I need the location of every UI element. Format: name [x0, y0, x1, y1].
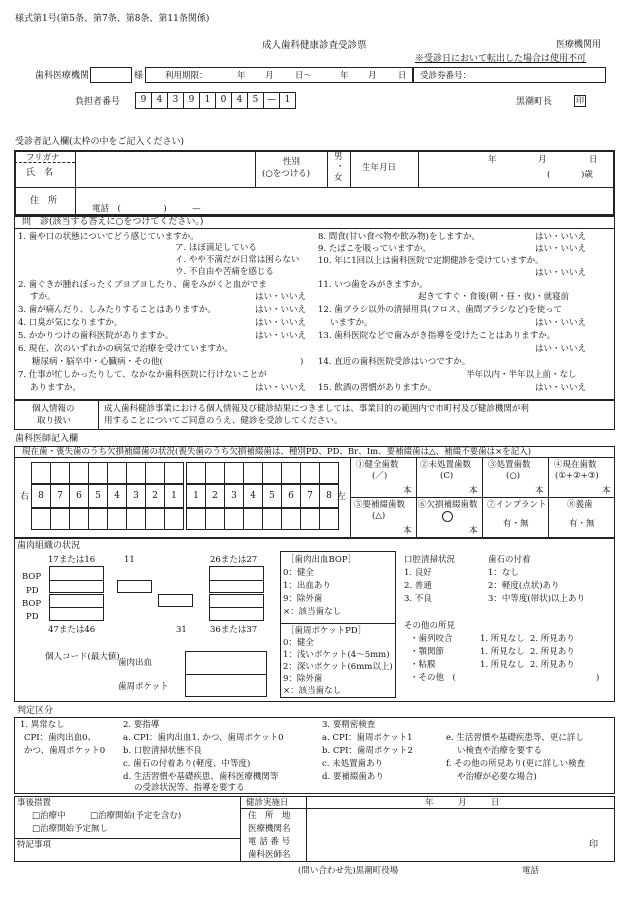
- q1: 1. 歯や口の状態についてどう感じていますか。: [18, 232, 199, 242]
- treated-teeth-symbol: (○): [506, 471, 521, 481]
- lower-bop-label: BOP: [22, 599, 42, 609]
- q1-option-c[interactable]: ウ. 不自由や苦痛を感じる: [175, 267, 274, 277]
- after-in-treatment[interactable]: □治療中: [32, 811, 66, 821]
- tooth-number: 3: [126, 484, 146, 508]
- other-findings-title: その他の所見: [404, 621, 456, 631]
- tooth-cell[interactable]: [186, 462, 206, 484]
- tooth-cell[interactable]: [164, 462, 184, 484]
- exam-day: 日: [491, 798, 500, 808]
- cleaning-3[interactable]: 3. 不良: [404, 594, 432, 604]
- q9-yesno[interactable]: はい・いいえ: [535, 244, 587, 254]
- tooth-number: 4: [107, 484, 127, 508]
- payer-digit: 3: [167, 92, 184, 109]
- dob-label: 生年月日: [362, 163, 397, 173]
- judge-detailed-b[interactable]: b. CPI：歯周ポケット2: [322, 746, 413, 756]
- unit-1: 本: [403, 486, 412, 496]
- tooth-36-37: 36または37: [210, 625, 258, 635]
- untreated-teeth-symbol: (C): [440, 471, 454, 481]
- form-number: 様式第1号(第5条、第7条、第8条、第11条関係): [15, 14, 210, 24]
- tooth-cell[interactable]: [224, 508, 244, 530]
- dentist-seal: 印: [589, 840, 599, 850]
- copy-label: 医療機関用: [556, 40, 602, 50]
- tmj-yes[interactable]: 2. 所見あり: [530, 647, 575, 657]
- treated-teeth-label: ③処置歯数: [488, 460, 531, 470]
- tooth-cell[interactable]: [281, 462, 301, 484]
- period-year-1: 年: [237, 71, 246, 81]
- judge-detailed[interactable]: 3. 要精密検査: [322, 720, 376, 730]
- q9: 9. たばこを吸っていますか。: [318, 244, 431, 254]
- transfer-notice: ※受診日において転出した場合は使用不可: [415, 54, 587, 64]
- payer-digit: 1: [199, 92, 216, 109]
- period-year-2: 年: [340, 71, 349, 81]
- tooth-cell[interactable]: [262, 462, 282, 484]
- q3: 3. 歯が痛んだり、しみたりすることはありますか。: [18, 305, 216, 315]
- perio-cell-31[interactable]: [158, 594, 193, 607]
- judge-detailed-a[interactable]: a. CPI：歯周ポケット1: [322, 733, 413, 743]
- age-label: )歳: [581, 170, 593, 180]
- pd-x: ×：該当歯なし: [283, 686, 342, 696]
- tooth-cell[interactable]: [88, 462, 108, 484]
- cleaning-1[interactable]: 1. 良好: [404, 568, 432, 578]
- privacy-label-2: 取り扱い: [37, 416, 72, 426]
- q11-options[interactable]: 起きてすぐ・食後(朝・昼・夜)・就寝前: [418, 292, 570, 302]
- tooth-cell[interactable]: [224, 462, 244, 484]
- q7-cont: ありますか。: [30, 383, 82, 393]
- tooth-cell[interactable]: [69, 508, 89, 530]
- present-teeth-formula: (①+②+③): [555, 471, 599, 481]
- calculus-2[interactable]: 2：軽度(点状)あり: [488, 581, 560, 591]
- denture-yesno[interactable]: 有・無: [569, 519, 595, 529]
- q5-yesno[interactable]: はい・いいえ: [255, 331, 307, 341]
- privacy-text-1: 成人歯科健診事業における個人情報及び健診結果につきましては、事業目的の範囲内で市町村及び健診機関が利: [104, 404, 529, 414]
- calculus-1[interactable]: 1：なし: [488, 568, 519, 578]
- tooth-cell[interactable]: [145, 462, 165, 484]
- payer-digit: —: [263, 92, 280, 109]
- payer-digit: 9: [135, 92, 152, 109]
- judge-title: 判定区分: [17, 706, 54, 716]
- mucosa-yes[interactable]: 2. 所見あり: [530, 660, 575, 670]
- dob-year: 年: [488, 155, 497, 165]
- judge-normal[interactable]: 1. 異常なし: [20, 720, 65, 730]
- occlusion-yes[interactable]: 2. 所見あり: [530, 634, 575, 644]
- judge-guidance-d[interactable]: d. 生活習慣や基礎疾患、歯科医療機関等: [123, 772, 279, 782]
- form-title: 成人歯科健康診査受診票: [262, 40, 367, 51]
- perio-cell-11[interactable]: [117, 580, 152, 593]
- tooth-cell[interactable]: [319, 508, 339, 530]
- judge-guidance-b[interactable]: b. 口腔清掃状態不良: [123, 746, 202, 756]
- tooth-cell[interactable]: [281, 508, 301, 530]
- q4: 4. 口臭が気になりますか。: [18, 318, 123, 328]
- finding-other-close: ): [596, 673, 600, 683]
- unit-4: 本: [602, 486, 611, 496]
- institution-label: 医療機関名: [248, 824, 291, 834]
- finding-occlusion: ・歯列咬合: [410, 634, 453, 644]
- cleaning-title: 口腔清掃状況: [404, 555, 456, 565]
- q6-options[interactable]: 糖尿病・脳卒中・心臓病・その他(: [32, 357, 163, 367]
- q10-yesno[interactable]: はい・いいえ: [535, 268, 587, 278]
- q3-yesno[interactable]: はい・いいえ: [255, 305, 307, 315]
- tooth-cell[interactable]: [164, 508, 184, 530]
- q8: 8. 間食(甘い食べ物や飲み物)をしますか。: [318, 232, 480, 242]
- recipient-label: 受診券番号：: [420, 71, 472, 81]
- exam-month: 月: [458, 798, 467, 808]
- period-day-1: 日〜: [295, 71, 313, 81]
- bop-1: 1：出血あり: [283, 581, 331, 591]
- tooth-number: 1: [186, 484, 206, 508]
- tooth-number: 2: [145, 484, 165, 508]
- present-teeth-label: ④現在歯数: [554, 460, 597, 470]
- tooth-cell[interactable]: [126, 462, 146, 484]
- payer-digit: 0: [215, 92, 232, 109]
- bop-0: 0：健全: [283, 568, 314, 578]
- prosthesis-needed-symbol: (△): [372, 511, 386, 521]
- code-label: 個人コード(最大値): [45, 652, 120, 662]
- tooth-47-46: 47または46: [48, 625, 96, 635]
- judge-normal-a: CPI：歯肉出血0、: [24, 733, 96, 743]
- tooth-cell[interactable]: [50, 462, 70, 484]
- tooth-cell[interactable]: [243, 462, 263, 484]
- tooth-number: 1: [164, 484, 184, 508]
- contact-label: (問い合わせ先)黒潮町役場: [298, 866, 399, 876]
- dob-day: 日: [589, 155, 598, 165]
- q2: 2. 歯ぐきが腫れぼったくブヨブヨしたり、歯をみがくと血がでま: [18, 280, 267, 290]
- denture-label: ⑧義歯: [567, 500, 593, 510]
- implant-label: ⑦インプラント: [487, 500, 547, 510]
- sex-female[interactable]: 女: [334, 173, 343, 183]
- q8-yesno[interactable]: はい・いいえ: [535, 232, 587, 242]
- finding-other: ・その他 (: [410, 673, 456, 683]
- tooth-cell[interactable]: [300, 508, 320, 530]
- clinic-label: 歯科医療機関: [35, 71, 90, 81]
- pd-9: 9：除外歯: [283, 674, 323, 684]
- q1-option-b[interactable]: イ. やや不満だが日常は困らない: [175, 255, 300, 265]
- tooth-cell[interactable]: [186, 508, 206, 530]
- pd-1: 1：浅いポケット(4〜5mm): [283, 650, 390, 660]
- mayor-label: 黒潮町長: [516, 97, 553, 107]
- address-field-label: 住 所 地: [248, 811, 291, 821]
- q2-cont: すか。: [30, 292, 56, 302]
- untreated-teeth-label: ②未処置歯数: [420, 460, 472, 470]
- sound-teeth-symbol: (／): [372, 471, 388, 481]
- q1-option-a[interactable]: ア. ほぼ満足している: [175, 243, 257, 253]
- upper-bop-label: BOP: [22, 572, 42, 582]
- q13: 13. 歯科医院などで歯みがき指導を受けたことはありますか。: [318, 331, 556, 341]
- bop-legend-title: ［歯肉出血BOP］: [286, 555, 357, 565]
- tooth-cell[interactable]: [31, 462, 51, 484]
- privacy-text-2: 用することについてご同意のうえ、健診を受診してください。: [104, 416, 343, 426]
- tooth-17-16: 17または16: [48, 555, 96, 565]
- tooth-cell[interactable]: [243, 508, 263, 530]
- calculus-3[interactable]: 3：中等度(帯状)以上あり: [488, 594, 586, 604]
- tooth-cell[interactable]: [69, 462, 89, 484]
- mayor-seal: 印: [576, 96, 584, 105]
- payer-digit: 1: [279, 92, 296, 109]
- missing-prosthesis-label: ⑥欠損補綴歯数: [418, 500, 478, 510]
- right-label: 右: [20, 492, 30, 502]
- patient-section-title: 受診者記入欄(太枠の中をご記入ください): [15, 137, 185, 147]
- judge-guidance-c[interactable]: c. 歯石の付着あり(軽度、中等度): [123, 759, 251, 769]
- judge-guidance-a[interactable]: a. CPI：歯肉出血1. かつ、歯周ポケット0: [123, 733, 284, 743]
- prosthesis-needed-label: ⑤要補綴歯数: [354, 500, 406, 510]
- tooth-number: 7: [300, 484, 320, 508]
- lower-pd-label: PD: [26, 612, 39, 622]
- tooth-number: 2: [205, 484, 225, 508]
- unit-3: 本: [535, 486, 544, 496]
- tooth-11: 11: [124, 555, 135, 565]
- period-month-1: 月: [265, 71, 274, 81]
- pd-0: 0：健全: [283, 638, 314, 648]
- unit-2: 本: [469, 486, 478, 496]
- special-notes-label: 特記事項: [17, 840, 52, 850]
- payer-digit: 5: [247, 92, 264, 109]
- tooth-cell[interactable]: [205, 462, 225, 484]
- period-label: 利用期限：: [165, 71, 208, 81]
- judge-normal-b: かつ、歯周ポケット0: [24, 746, 106, 756]
- after-start-treatment[interactable]: □治療開始(予定を含む): [90, 811, 182, 821]
- q12: 12. 歯ブラシ以外の清掃用具(フロス、歯間ブラシなど)を使って: [318, 305, 563, 315]
- judge-detailed-f2: や治療が必要な場合): [457, 772, 537, 782]
- bleeding-label: 歯肉出血: [118, 658, 153, 668]
- q14: 14. 直近の歯科医院受診はいつですか。: [318, 357, 471, 367]
- tooth-cell[interactable]: [262, 508, 282, 530]
- tooth-cell[interactable]: [319, 462, 339, 484]
- q5: 5. かかりつけの歯科医院がありますか。: [18, 331, 174, 341]
- q12-cont: いますか。: [330, 318, 373, 328]
- sama-label: 様: [134, 71, 144, 81]
- payer-digit: 9: [183, 92, 200, 109]
- tooth-number: 8: [31, 484, 51, 508]
- questions-header: 問 診(該当する答えに○をつけてください。): [22, 217, 204, 227]
- sex-dot: ・: [336, 162, 345, 172]
- contact-phone: 電話: [522, 866, 540, 876]
- tooth-cell[interactable]: [145, 508, 165, 530]
- finding-tmj: ・顎関節: [410, 647, 445, 657]
- furigana-label: フリガナ: [26, 153, 60, 163]
- dentist-name-label: 歯科医師名: [248, 850, 291, 860]
- tooth-number: 8: [319, 484, 339, 508]
- q10: 10. 年に1回以上は歯科医院で定期健診を受けていますか。: [318, 256, 544, 266]
- payer-digit: 4: [151, 92, 168, 109]
- tooth-cell[interactable]: [107, 508, 127, 530]
- tooth-31: 31: [176, 625, 187, 635]
- address-label: 住 所: [30, 196, 58, 206]
- q11: 11. いつ歯をみがきますか。: [318, 280, 428, 290]
- tooth-cell[interactable]: [300, 462, 320, 484]
- judge-guidance-d2: の受診状況等、指導を要する: [134, 783, 245, 793]
- circled-triangle-icon: [442, 511, 453, 522]
- judge-guidance[interactable]: 2. 要指導: [123, 720, 160, 730]
- clinic-name-field[interactable]: [90, 67, 132, 83]
- pd-legend-title: ［歯周ポケットPD］: [286, 626, 367, 636]
- pocket-label: 歯周ポケット: [118, 682, 169, 692]
- tooth-number: 5: [88, 484, 108, 508]
- tooth-number: 6: [281, 484, 301, 508]
- q7: 7. 仕事が忙しかったりして、なかなか歯科医院に行けないことが: [18, 370, 267, 380]
- pd-2: 2：深いポケット(6mm以上): [283, 662, 393, 672]
- q7-yesno[interactable]: はい・いいえ: [255, 383, 307, 393]
- name-label: 氏 名: [26, 168, 54, 178]
- tooth-number: 5: [262, 484, 282, 508]
- judge-detailed-d[interactable]: d. 要補綴歯あり: [322, 772, 384, 782]
- q12-yesno[interactable]: はい・いいえ: [535, 318, 587, 328]
- age-open: (: [547, 170, 551, 180]
- name-field[interactable]: [77, 152, 253, 185]
- bop-9: 9：除外歯: [283, 594, 323, 604]
- teeth-header: 現在歯・喪失歯のうち欠損補綴歯の状況(喪失歯のうち欠損補綴歯は、種別PD、PD、Br、Im、要補綴歯は△、補綴不要歯は×を記入): [22, 447, 532, 457]
- privacy-label-1: 個人情報の: [32, 404, 75, 414]
- cleaning-2[interactable]: 2. 普通: [404, 581, 432, 591]
- exam-year: 年: [425, 798, 434, 808]
- calculus-title: 歯石の付着: [488, 555, 531, 565]
- period-month-2: 月: [368, 71, 377, 81]
- sex-male[interactable]: 男: [334, 152, 343, 162]
- dob-month: 月: [538, 155, 547, 165]
- dentist-section-title: 歯科医師記入欄: [15, 434, 79, 444]
- judge-detailed-e2: い検査や治療を要する: [457, 746, 543, 756]
- exam-date-label: 健診実施日: [246, 798, 289, 808]
- tooth-number: 4: [243, 484, 263, 508]
- sound-teeth-label: ①健全歯数: [356, 460, 399, 470]
- tooth-number: 6: [69, 484, 89, 508]
- mucosa-none[interactable]: 1. 所見なし: [480, 660, 525, 670]
- tooth-cell[interactable]: [126, 508, 146, 530]
- occlusion-none[interactable]: 1. 所見なし: [480, 634, 525, 644]
- tmj-none[interactable]: 1. 所見なし: [480, 647, 525, 657]
- q14-options[interactable]: 半年以内・半年以上前・なし: [466, 370, 577, 380]
- upper-pd-label: PD: [26, 586, 39, 596]
- tooth-cell[interactable]: [50, 508, 70, 530]
- perio-title: 歯肉組織の状況: [17, 541, 81, 551]
- after-care-title: 事後措置: [17, 798, 52, 808]
- implant-yesno[interactable]: 有・無: [503, 519, 529, 529]
- tooth-cell[interactable]: [107, 462, 127, 484]
- judge-detailed-f[interactable]: f. その他の所見あり(更に詳しい検査: [446, 759, 586, 769]
- tooth-26-27: 26または27: [210, 555, 258, 565]
- tooth-number: 7: [50, 484, 70, 508]
- unit-5: 本: [403, 526, 412, 536]
- sex-note: (○をつける): [262, 169, 311, 179]
- tooth-cell[interactable]: [31, 508, 51, 530]
- sex-label: 性別: [283, 157, 301, 167]
- q4-yesno[interactable]: はい・いいえ: [255, 318, 307, 328]
- tel-label: 電 話 番 号: [248, 837, 291, 847]
- q6-close: ): [300, 357, 304, 367]
- tooth-cell[interactable]: [88, 508, 108, 530]
- q13-yesno[interactable]: はい・いいえ: [535, 344, 587, 354]
- unit-6: 本: [469, 526, 478, 536]
- q6: 6. 現在、次のいずれかの病気で治療を受けていますか。: [18, 344, 233, 354]
- payer-digit: 4: [231, 92, 248, 109]
- payer-label: 負担者番号: [75, 97, 121, 107]
- q15: 15. 飲酒の習慣がありますか。: [318, 383, 437, 393]
- finding-mucosa: ・粘膜: [410, 660, 436, 670]
- after-no-treatment[interactable]: □治療開始予定無し: [32, 824, 109, 834]
- bop-x: ×：該当歯なし: [283, 607, 342, 617]
- tooth-number: 3: [224, 484, 244, 508]
- q2-yesno[interactable]: はい・いいえ: [255, 292, 307, 302]
- q15-yesno[interactable]: はい・いいえ: [535, 383, 587, 393]
- judge-detailed-c[interactable]: c. 未処置歯あり: [322, 759, 384, 769]
- tooth-cell[interactable]: [205, 508, 225, 530]
- judge-detailed-e[interactable]: e. 生活習慣や基礎疾患等、更に詳し: [446, 733, 584, 743]
- period-day-2: 日: [398, 71, 407, 81]
- left-label: 左: [337, 492, 347, 502]
- phone-label: 電話 ( ) —: [92, 204, 201, 214]
